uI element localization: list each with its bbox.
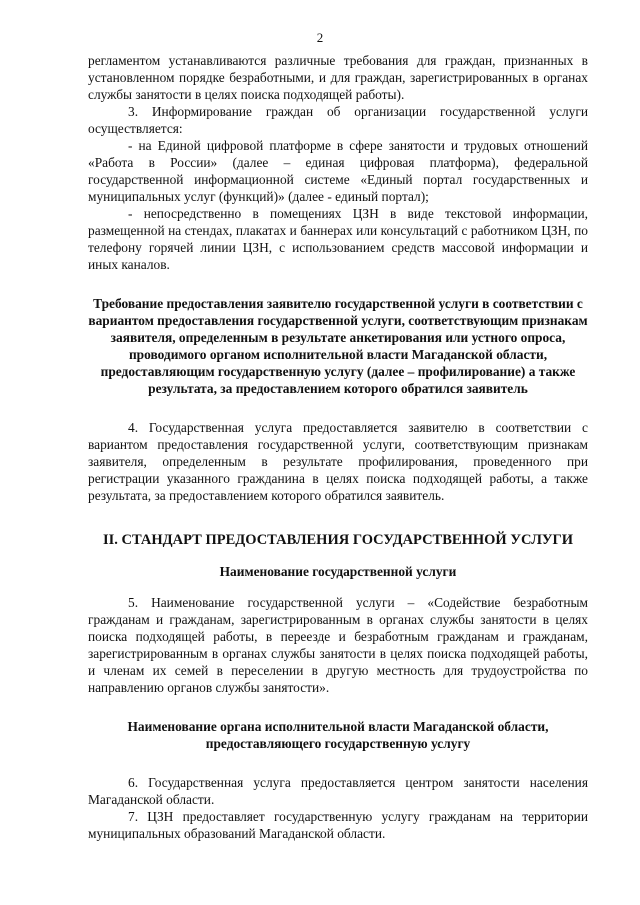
heading-authority: Наименование органа исполнительной власти Магаданской области, предоставляющего государственную услугу (127, 719, 549, 751)
heading-service-name: Наименование государственной услуги (219, 564, 457, 579)
heading-profiling: Требование предоставления заявителю государственной услуги в соответствии с вариантом предоставления государственной услуги, соответствующим признакам заявителя, определенным в результате анкетирования или устного опроса, проводимого органом исполнительной власти Магаданской области, предоставляющим государственную услугу (далее – профилирование) а также результата, за предоставлением которого обратился заявитель (88, 296, 588, 396)
paragraph-4: 4. Государственная услуга предоставляется заявителю в соответствии с вариантом предоставления государственной услуги, соответствующим признакам заявителя, определенным в результате профилирования, проведенного при регистрации указанного гражданина в целях поиска подходящей работы, а также результата, за предоставлением которого обратился заявитель. (88, 420, 588, 503)
section-title-standard: II. СТАНДАРТ ПРЕДОСТАВЛЕНИЯ ГОСУДАРСТВЕННОЙ УСЛУГИ (102, 532, 574, 548)
page-number: 2 (316, 30, 324, 45)
paragraph-3-intro: 3. Информирование граждан об организации государственной услуги осуществляется: (88, 104, 588, 136)
document-body (88, 52, 588, 842)
paragraph-continuation: регламентом устанавливаются различные требования для граждан, признанных в установленном порядке безработными, и для граждан, зарегистрированных в органах службы занятости в целях поиска подходящей работы). (88, 53, 588, 102)
paragraph-3-item-1: - на Единой цифровой платформе в сфере занятости и трудовых отношений «Работа в России» (далее – единая цифровая платформа), федеральной государственной информационной системе «Единый портал государственных и муниципальных услуг (функций)» (далее - единый портал); (88, 138, 588, 204)
paragraph-3-item-2: - непосредственно в помещениях ЦЗН в виде текстовой информации, размещенной на стендах, плакатах и баннерах или консультаций с работником ЦЗН, по телефону горячей линии ЦЗН, с использованием средств массовой информации и иных каналов. (88, 206, 588, 272)
paragraph-7: 7. ЦЗН предоставляет государственную услугу гражданам на территории муниципальных образований Магаданской области. (88, 809, 588, 841)
paragraph-5: 5. Наименование государственной услуги – «Содействие безработным гражданам и гражданам, зарегистрированным в органах службы занятости в целях поиска подходящей работы, в переезде и безработным гражданам и гражданам, зарегистрированным в органах службы занятости в целях поиска подходящей работы, и членам их семей в переселении в другую местность для трудоустройства по направлению органов службы занятости». (88, 595, 588, 695)
paragraph-6: 6. Государственная услуга предоставляется центром занятости населения Магаданской области. (88, 775, 588, 807)
